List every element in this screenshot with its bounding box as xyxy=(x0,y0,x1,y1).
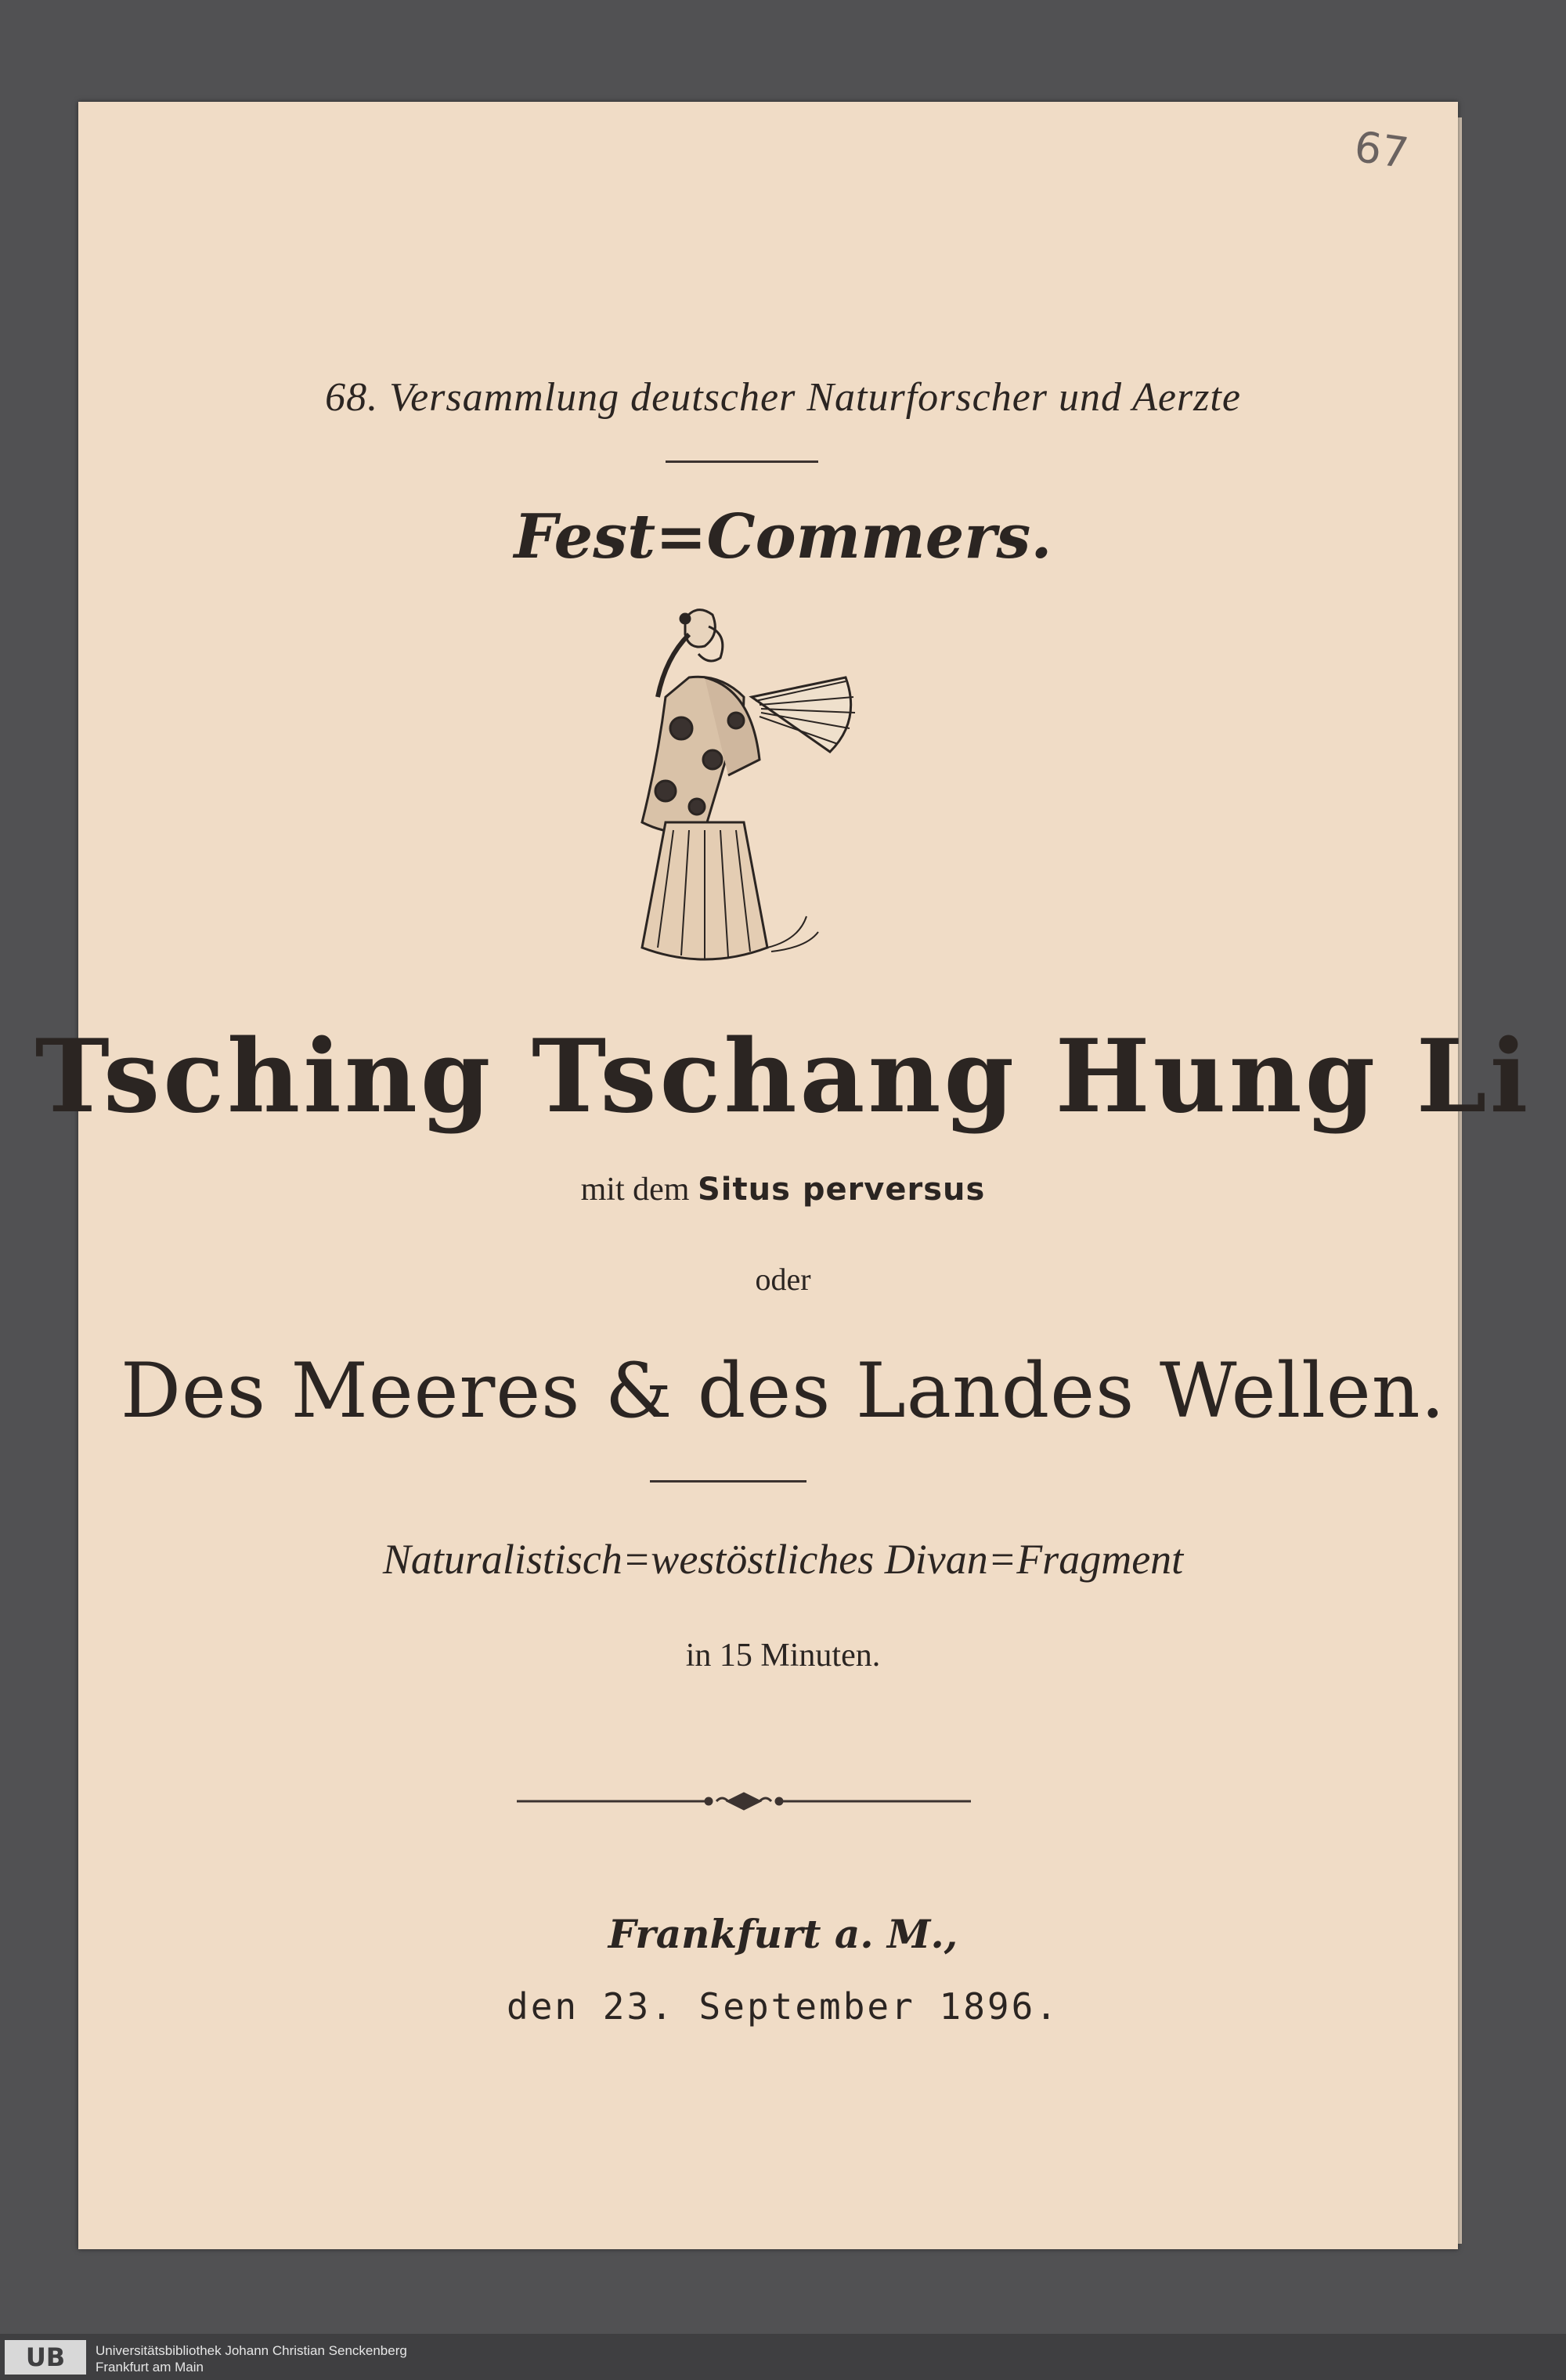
oder-line: oder xyxy=(755,1262,811,1297)
second-title: Des Meeres & des Landes Wellen. xyxy=(120,1347,1446,1435)
main-title: Tsching Tschang Hung Li xyxy=(34,1018,1532,1136)
fest-commers-heading: Fest=Commers. xyxy=(514,501,1052,572)
fragment-line: Naturalistisch=westöstliches Divan=Fragment xyxy=(382,1536,1184,1583)
header-divider xyxy=(666,460,818,463)
chinese-figure-illustration xyxy=(611,603,877,979)
title-divider xyxy=(650,1480,806,1483)
footer-library-name: Universitätsbibliothek Johann Christian Senckenberg xyxy=(96,2343,407,2358)
date-line: den 23. September 1896. xyxy=(507,1985,1059,2028)
footer-city: Frankfurt am Main xyxy=(96,2360,204,2375)
header-line: 68. Versammlung deutscher Naturforscher und Aerzte xyxy=(325,375,1241,420)
handwritten-page-number: 67 xyxy=(1351,121,1412,179)
place-line: Frankfurt a. M., xyxy=(608,1911,958,1957)
duration-line: in 15 Minuten. xyxy=(685,1638,881,1674)
library-logo: UB xyxy=(5,2340,86,2375)
subtitle-emphasis: Situs perversus xyxy=(697,1172,986,1208)
footer-bar xyxy=(0,2334,1566,2380)
subtitle-prefix: mit dem xyxy=(580,1172,698,1208)
subtitle-line xyxy=(0,1171,1566,1208)
ornamental-divider xyxy=(517,1786,971,1817)
